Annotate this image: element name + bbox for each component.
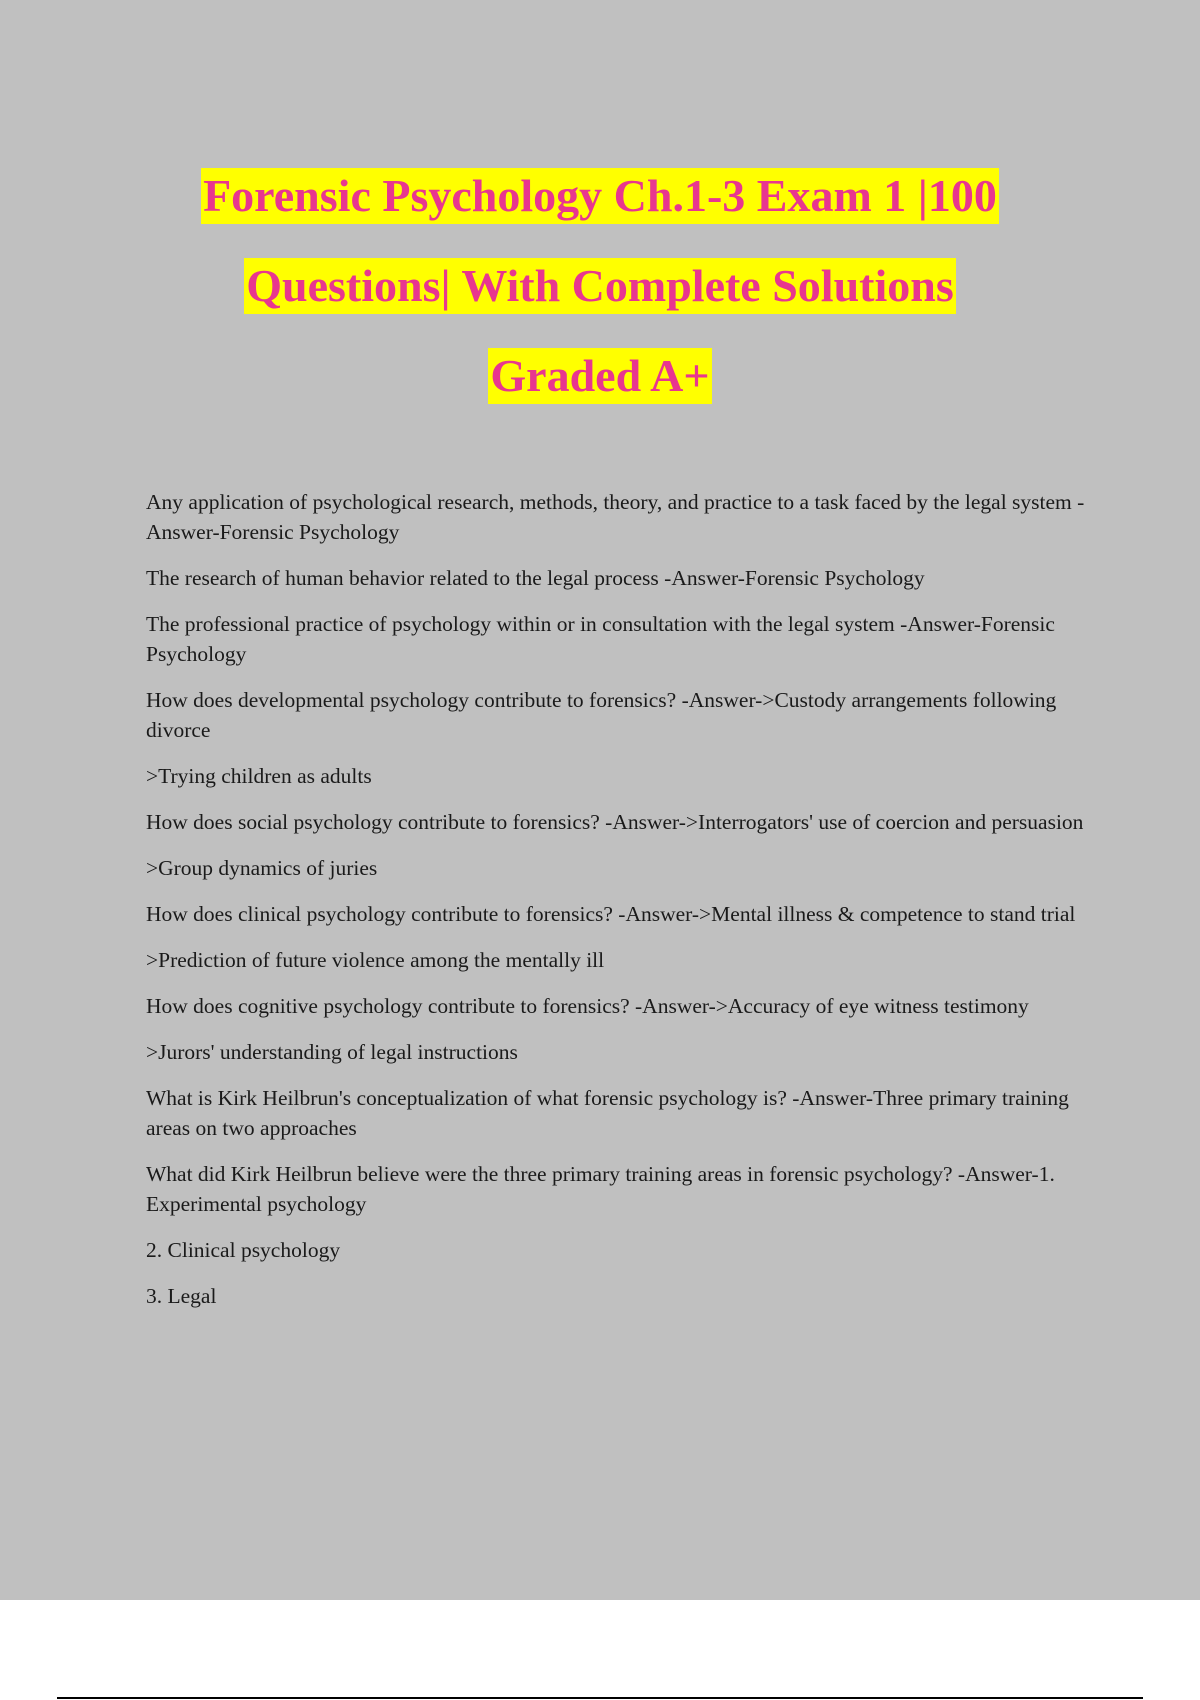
qa-item: What did Kirk Heilbrun believe were the three primary training areas in forensic psychology? -Answer-1. Experimental psychology xyxy=(146,1162,1055,1216)
qa-item: 3. Legal xyxy=(146,1284,217,1308)
qa-item: >Prediction of future violence among the mentally ill xyxy=(146,948,605,972)
qa-item: How does clinical psychology contribute to forensics? -Answer->Mental illness & competence to stand trial xyxy=(146,902,1076,926)
qa-item: How does cognitive psychology contribute to forensics? -Answer->Accuracy of eye witness testimony xyxy=(146,994,1029,1018)
title-line-3: Graded A+ xyxy=(488,348,711,404)
qa-item: How does social psychology contribute to forensics? -Answer->Interrogators' use of coercion and persuasion xyxy=(146,810,1084,834)
qa-item: Any application of psychological research, methods, theory, and practice to a task faced by the legal system -Answer-Forensic Psychology xyxy=(146,490,1085,544)
title-line-2: Questions| With Complete Solutions xyxy=(244,258,956,314)
qa-item: >Group dynamics of juries xyxy=(146,856,378,880)
qa-item: The research of human behavior related to the legal process -Answer-Forensic Psychology xyxy=(146,566,925,590)
page-bottom-rule xyxy=(57,1697,1143,1699)
question-answer-list xyxy=(146,487,1096,1327)
qa-item: The professional practice of psychology within or in consultation with the legal system -Answer-Forensic Psychology xyxy=(146,612,1055,666)
qa-item: >Jurors' understanding of legal instructions xyxy=(146,1040,518,1064)
qa-item: 2. Clinical psychology xyxy=(146,1238,341,1262)
qa-item: >Trying children as adults xyxy=(146,764,372,788)
qa-item: How does developmental psychology contribute to forensics? -Answer->Custody arrangements following divorce xyxy=(146,688,1057,742)
title-line-1: Forensic Psychology Ch.1-3 Exam 1 |100 xyxy=(201,168,999,224)
document-title xyxy=(0,168,1200,404)
qa-item: What is Kirk Heilbrun's conceptualization of what forensic psychology is? -Answer-Three primary training areas on two approaches xyxy=(146,1086,1069,1140)
